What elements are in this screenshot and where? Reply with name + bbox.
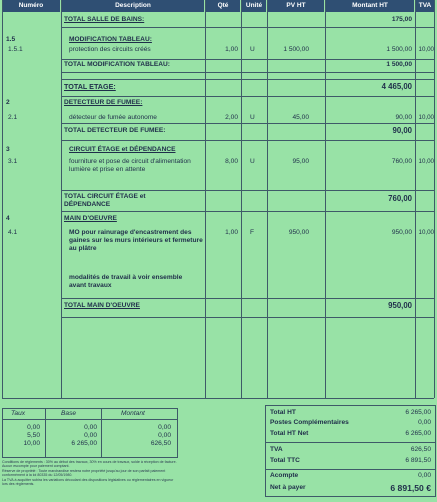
row-pvht: 1 500,00 bbox=[283, 46, 309, 53]
row-border bbox=[61, 79, 434, 80]
row-qte: 8,00 bbox=[225, 158, 238, 165]
row-description: protection des circuits créés bbox=[69, 46, 151, 53]
conditions-line: La TVA à acquitter subira les variations découlant des dispositions législatives ou réglementaires en vigueur bbox=[2, 477, 174, 482]
row-qte: 1,00 bbox=[225, 229, 238, 236]
tva-label: TVA bbox=[270, 446, 283, 453]
row-number: 3 bbox=[6, 146, 10, 153]
row-section-title: MODIFICATION TABLEAU: bbox=[69, 36, 152, 43]
acompte-value: 0,00 bbox=[418, 472, 431, 479]
row-pvht: 95,00 bbox=[292, 158, 309, 165]
row-border bbox=[61, 72, 434, 73]
row-total-amount: 4 465,00 bbox=[381, 82, 412, 91]
tva-montant-value: 0,00 bbox=[158, 424, 171, 431]
total-ttc-label: Total TTC bbox=[270, 457, 300, 464]
row-border bbox=[61, 123, 434, 124]
total-ht-label: Total HT bbox=[270, 409, 296, 416]
row-pvht: 45,00 bbox=[292, 114, 309, 121]
row-qte: 1,00 bbox=[225, 46, 238, 53]
row-unite: U bbox=[250, 114, 255, 121]
header-qte: Qté bbox=[206, 0, 240, 12]
row-number: 4.1 bbox=[8, 229, 18, 236]
header-numero: Numéro bbox=[2, 0, 60, 12]
acompte-label: Acompte bbox=[270, 472, 299, 479]
header-description: Description bbox=[62, 0, 204, 12]
row-tva: 10,00 bbox=[418, 114, 434, 121]
tva-breakdown-table bbox=[2, 408, 178, 458]
quote-table bbox=[2, 0, 434, 398]
tva-montant-value: 0,00 bbox=[158, 432, 171, 439]
row-total-amount: 175,00 bbox=[391, 16, 412, 23]
row-total-label: TOTAL CIRCUIT ÉTAGE et DÉPENDANCE bbox=[64, 193, 146, 208]
row-border bbox=[61, 317, 434, 318]
row-border bbox=[2, 398, 434, 399]
tva-header-base: Base bbox=[61, 410, 77, 417]
row-border bbox=[61, 211, 434, 212]
row-border bbox=[61, 27, 434, 28]
postes-label: Postes Complémentaires bbox=[270, 419, 349, 426]
row-tva: 10,00 bbox=[418, 158, 434, 165]
total-ht-net-label: Total HT Net bbox=[270, 430, 309, 437]
row-unite: F bbox=[250, 229, 255, 236]
row-montant: 90,00 bbox=[395, 114, 412, 121]
totals-divider bbox=[266, 442, 435, 443]
row-total-label: TOTAL MODIFICATION TABLEAU: bbox=[64, 61, 170, 68]
tva-base-value: 0,00 bbox=[84, 432, 97, 439]
row-description: MO pour rainurage d'encastrement des gaines sur les murs intérieurs et fermeture au plâtre bbox=[69, 229, 203, 252]
tva-table-header bbox=[3, 409, 177, 420]
row-qte: 2,00 bbox=[225, 114, 238, 121]
row-border bbox=[61, 59, 434, 60]
net-a-payer-label: Net à payer bbox=[270, 484, 306, 491]
row-total-amount: 90,00 bbox=[392, 126, 412, 135]
conditions-line: Aucun escompte pour paiement comptant. bbox=[2, 464, 70, 469]
postes-value: 0,00 bbox=[418, 419, 431, 426]
net-a-payer-value: 6 891,50 € bbox=[390, 483, 431, 493]
total-ht-net-value: 6 265,00 bbox=[405, 430, 431, 437]
row-total-amount: 1 500,00 bbox=[386, 61, 412, 68]
tva-value: 626,50 bbox=[410, 446, 431, 453]
row-total-label: TOTAL ETAGE: bbox=[64, 82, 116, 91]
conditions-line: conformément à la loi 80335 du 12/05/1980. bbox=[2, 473, 73, 478]
row-total-label: TOTAL MAIN D'OEUVRE bbox=[64, 302, 140, 309]
col-border bbox=[434, 0, 435, 398]
total-ttc-value: 6 891,50 bbox=[405, 457, 431, 464]
header-montant: Montant HT bbox=[326, 0, 414, 12]
tva-montant-value: 626,50 bbox=[150, 440, 171, 447]
tva-header-montant: Montant bbox=[121, 410, 145, 417]
row-border bbox=[61, 190, 434, 191]
conditions-line: lors des règlements. bbox=[2, 482, 35, 487]
tva-base-value: 6 265,00 bbox=[71, 440, 97, 447]
tva-header-taux: Taux bbox=[11, 410, 26, 417]
row-number: 2.1 bbox=[8, 114, 18, 121]
conditions-line: Conditions de règlements : 30% au début des travaux, 30% en cours de travaux, solde à réception de facture. bbox=[2, 460, 177, 464]
row-number: 2 bbox=[6, 99, 10, 106]
tva-taux-value: 5,50 bbox=[27, 432, 40, 439]
payment-conditions bbox=[2, 460, 252, 486]
tva-taux-value: 0,00 bbox=[27, 424, 40, 431]
total-ht-value: 6 265,00 bbox=[405, 409, 431, 416]
col-border bbox=[2, 0, 3, 398]
row-description: détecteur de fumée autonome bbox=[69, 114, 157, 121]
row-unite: U bbox=[250, 158, 255, 165]
row-total-amount: 760,00 bbox=[388, 194, 412, 203]
totals-divider bbox=[266, 469, 435, 470]
tva-base-value: 0,00 bbox=[84, 424, 97, 431]
row-montant: 760,00 bbox=[391, 158, 412, 165]
header-unite: Unité bbox=[242, 0, 266, 12]
row-total-amount: 950,00 bbox=[388, 301, 412, 310]
totals-box bbox=[265, 405, 436, 497]
row-montant: 1 500,00 bbox=[386, 46, 412, 53]
row-total-label: TOTAL DETECTEUR DE FUMEE: bbox=[64, 127, 166, 134]
row-section-title: MAIN D'OEUVRE bbox=[64, 215, 117, 222]
row-unite: U bbox=[250, 46, 255, 53]
row-section-title: CIRCUIT ÉTAGE et DÉPENDANCE bbox=[69, 146, 176, 153]
row-note: modalités de travail à voir ensemble avant travaux bbox=[69, 274, 183, 289]
tva-taux-value: 10,00 bbox=[23, 440, 40, 447]
row-description: fourniture et pose de circuit d'alimentation lumière et prise en attente bbox=[69, 158, 191, 173]
row-border bbox=[61, 140, 434, 141]
row-tva: 10,00 bbox=[418, 229, 434, 236]
row-pvht: 950,00 bbox=[288, 229, 309, 236]
row-border bbox=[61, 298, 434, 299]
row-montant: 950,00 bbox=[391, 229, 412, 236]
row-number: 3.1 bbox=[8, 158, 18, 165]
conditions-line: Réserve de propriété : Toute marchandise restera notre propriété jusqu'au jour de son parfait paiement bbox=[2, 468, 166, 473]
row-border bbox=[61, 96, 434, 97]
row-number: 1.5.1 bbox=[8, 46, 23, 53]
row-tva: 10,00 bbox=[418, 46, 434, 53]
row-total-label: TOTAL SALLE DE BAINS: bbox=[64, 16, 145, 23]
header-tva: TVA bbox=[416, 0, 434, 12]
row-number: 1.5 bbox=[6, 36, 16, 43]
header-pvht: PV HT bbox=[268, 0, 324, 12]
row-number: 4 bbox=[6, 215, 10, 222]
row-section-title: DETECTEUR DE FUMEE: bbox=[64, 99, 143, 106]
